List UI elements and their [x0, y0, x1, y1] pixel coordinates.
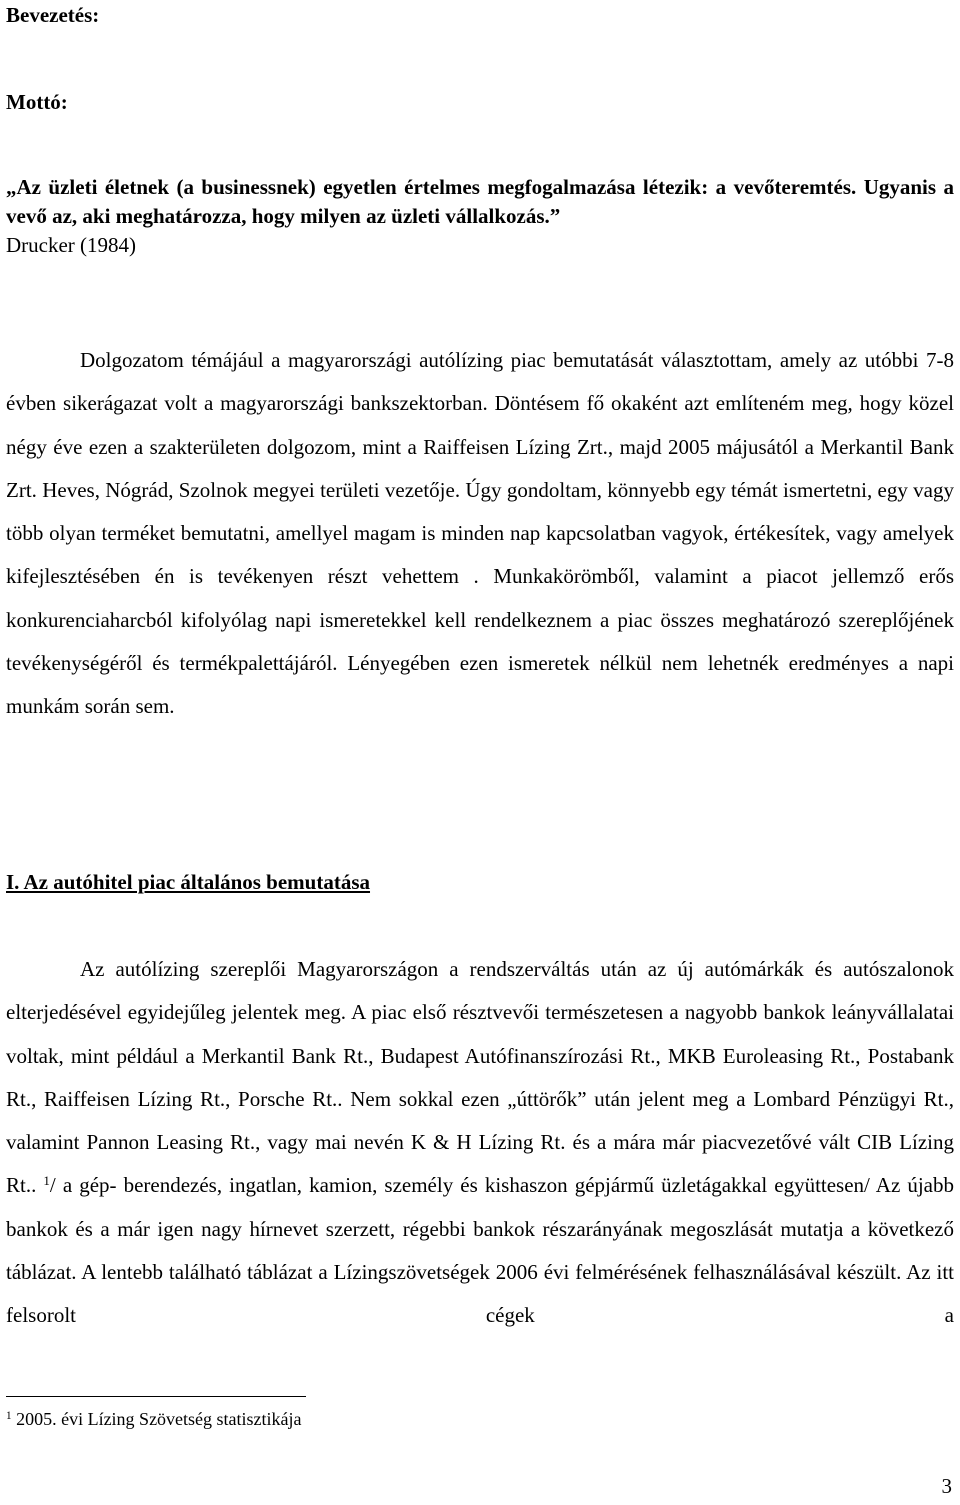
section-paragraph-part1: Az autólízing szereplői Magyarországon a rendszerváltás után az új autómárkák és autószalonok elterjedésével egyidejűleg jelentek meg. A piac első résztvevői természetesen a nagyobb bankok leányvállalatai voltak, mint például a Merkantil Bank Rt., Budapest Autófinanszírozási Rt., MKB Euroleasing Rt., Postabank Rt., Raiffeisen Lízing Rt., Porsche Rt.. Nem sokkal ezen „úttörők” után jelent meg a Lombard Pénzügyi Rt., valamint Pannon Leasing Rt., vagy mai nevén K & H Lízing Rt. és a mára már piacvezetővé vált CIB Lízing Rt..	[6, 957, 954, 1198]
intro-paragraph: Dolgozatom témájául a magyarországi autólízing piac bemutatását választottam, amely az utóbbi 7-8 évben sikerágazat volt a magyarországi bankszektorban. Döntésem fő okaként azt említeném meg, hogy közel négy éve ezen a szakterületen dolgozom, mint a Raiffeisen Lízing Zrt., majd 2005 májusától a Merkantil Bank Zrt. Heves, Nógrád, Szolnok megyei területi vezetője. Úgy gondoltam, könnyebb egy témát ismertetni, egy vagy több olyan terméket bemutatni, amellyel magam is minden nap kapcsolatban vagyok, értékesítek, vagy amelyek kifejlesztésében én is tevékenyen részt vehettem . Munkakörömből, valamint a piacot jellemző erős konkurenciaharcból kifolyólag napi ismeretekkel kell rendelkeznem a piac összes meghatározó szereplőjének tevékenységéről és termékpalettájáról. Lényegében ezen ismeretek nélkül nem lehetnék eredményes a napi munkám során sem.	[6, 348, 954, 719]
heading-introduction: Bevezetés:	[6, 3, 100, 27]
heading-motto: Mottó:	[6, 90, 68, 114]
motto-quote: „Az üzleti életnek (a businessnek) egyetlen értelmes megfogalmazása létezik: a vevőteremtés. Ugyanis a vevő az, aki meghatározza, hogy milyen az üzleti vállalkozás.”	[6, 175, 954, 228]
footnote-text: 2005. évi Lízing Szövetség statisztikája	[16, 1409, 302, 1429]
footnote-number: 1	[6, 1409, 12, 1422]
motto-block	[6, 173, 954, 260]
section-paragraph	[6, 948, 954, 1382]
section-paragraph-part2: / a gép- berendezés, ingatlan, kamion, személy és kishaszon gépjármű üzletágakkal együttesen/ Az újabb bankok és a már igen nagy hírnevet szerzett, régebbi bankok részarányának megoszlását mutatja a következő táblázat. A lentebb található táblázat a Lízingszövetségek 2006 évi felmérésének felhasználásával készült. Az itt felsorolt cégek a	[6, 1173, 954, 1328]
footnote-reference[interactable]: 1	[43, 1173, 50, 1189]
page-number: 3	[941, 1474, 952, 1498]
footnote	[6, 1409, 302, 1430]
footnote-separator	[6, 1396, 306, 1397]
motto-author: Drucker (1984)	[6, 233, 137, 257]
section-title: I. Az autóhitel piac általános bemutatása	[6, 870, 371, 894]
